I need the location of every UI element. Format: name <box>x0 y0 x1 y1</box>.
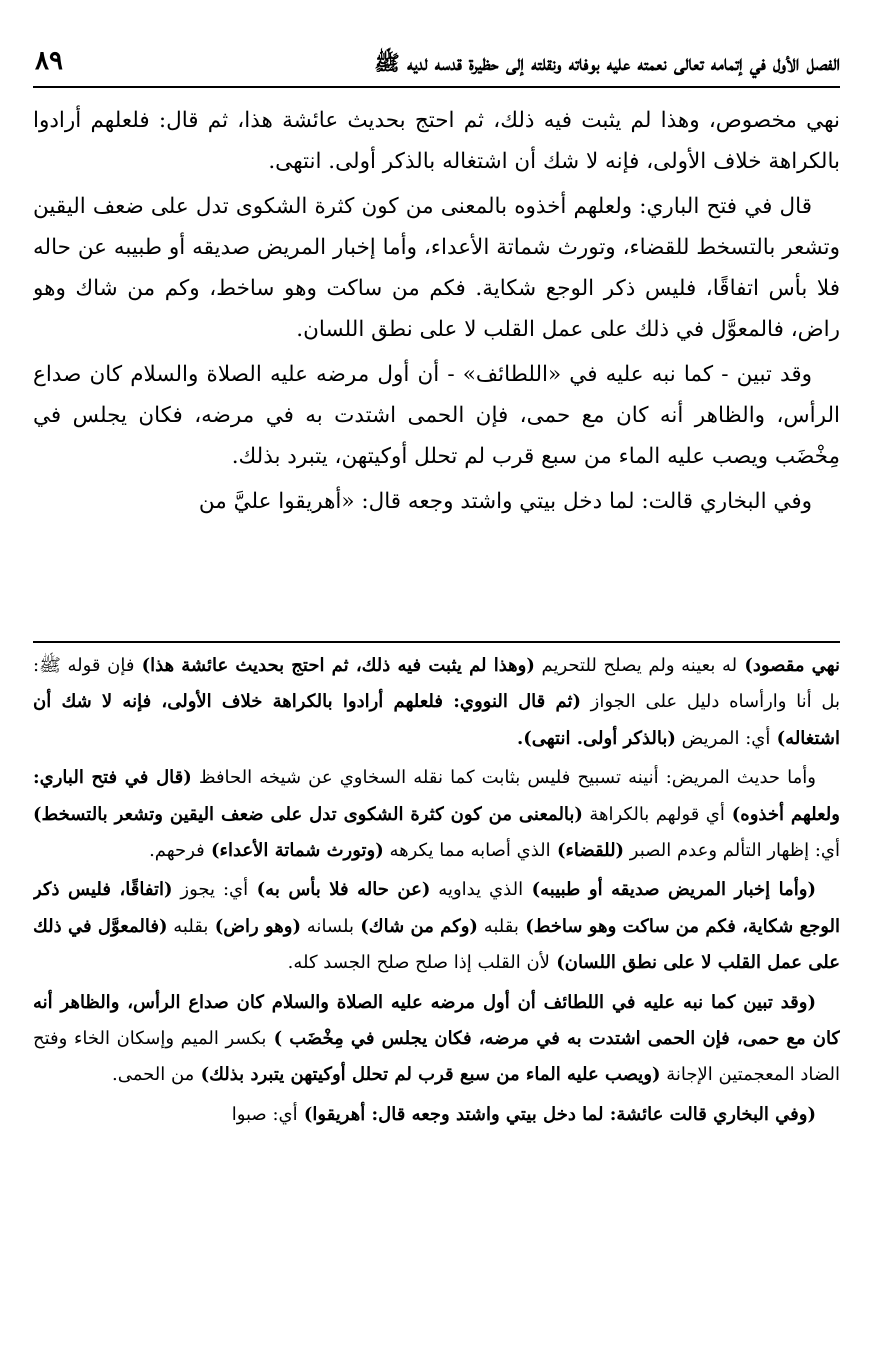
commentary-text: فإن قوله ﷺ: بل أنا وارأساه دليل على الجواز <box>33 655 840 713</box>
quoted-text: (فالمعوَّل في ذلك على عمل القلب لا على نطق اللسان) <box>33 915 840 974</box>
commentary-text: فرحهم. <box>149 840 205 862</box>
commentary-paragraph <box>33 985 840 1094</box>
quoted-text: (بالذكر أولى. انتهى). <box>516 727 676 749</box>
commentary-text: بلسانه <box>301 915 354 937</box>
commentary-paragraph <box>33 760 840 869</box>
quoted-text: (ويصب عليه الماء من سبع قرب لم تحلل أوكيتهن يتبرد بذلك) <box>194 1064 661 1086</box>
main-paragraph-3: وقد تبين - كما نبه عليه في «اللطائف» - أن أول مرضه عليه الصلاة والسلام كان صداع الرأس، والظاهر أنه كان مع حمى، فإن الحمى اشتدت به في مرضه، فكان يجلس في مِخْضَب ويصب عليه الماء من سبع قرب لم تحلل أوكيتهن، يتبرد بذلك. <box>33 362 840 469</box>
commentary-text: أي قولهم بالكراهة <box>582 803 725 825</box>
commentary-text: أي: المريض <box>675 727 771 749</box>
quoted-text: (للقضاء) <box>550 840 625 862</box>
commentary-text: لأن القلب إذا صلح صلح الجسد كله. <box>287 952 550 974</box>
quoted-text: (وتورث شماتة الأعداء) <box>204 840 384 862</box>
quoted-text: (وفي البخاري قالت عائشة: لما دخل بيتي واشتد وجعه قال: أهريقوا) <box>297 1103 816 1125</box>
commentary-text: بقلبه <box>167 915 209 937</box>
main-text <box>33 100 840 635</box>
quoted-text: (وهو راض) <box>208 915 302 937</box>
running-header <box>33 42 840 88</box>
main-paragraph-2: قال في فتح الباري: ولعلهم أخذوه بالمعنى من كون كثرة الشكوى تدل على ضعف اليقين وتشعر بالتسخط للقضاء، وتورث شماتة الأعداء، وأما إخبار المريض صديقه أو طبيبه عن حاله فلا بأس اتفاقًا، فليس ذكر الوجع شكاية. فكم من ساكت وهو ساخط، وكم من شاك وهو راض، فالمعوَّل في ذلك على عمل القلب لا على نطق اللسان. <box>33 194 840 342</box>
quoted-text: (اتفاقًا، فليس ذكر الوجع شكاية، فكم من ساكت وهو ساخط) <box>33 879 840 937</box>
quoted-text: (قال في فتح الباري: ولعلهم أخذوه) <box>33 767 840 825</box>
commentary-text: من الحمى. <box>111 1064 195 1086</box>
quoted-text: (عن حاله فلا بأس به) <box>248 879 431 901</box>
page-number: ٨٩ <box>35 46 63 76</box>
commentary-text: له بعينه ولم يصلح للتحريم <box>534 655 738 676</box>
quoted-text: (وأما إخبار المريض صديقه أو طبيبه) <box>523 879 817 901</box>
commentary-paragraph <box>33 872 840 981</box>
commentary-text: الذي أصابه مما يكرهه <box>383 840 551 862</box>
commentary-paragraph <box>33 648 840 757</box>
commentary-text: بقلبه <box>477 915 519 937</box>
running-title: الفصل الأول في إتمامه تعالى نعمته عليه بوفاته ونقلته إلى حظيرة قدسه لديه ﷺ <box>374 50 840 75</box>
commentary-text: بكسر الميم وإسكان الخاء وفتح الضاد المعجمتين الإجانة <box>33 1028 840 1086</box>
main-paragraph-1: نهي مخصوص، وهذا لم يثبت فيه ذلك، ثم احتج بحديث عائشة هذا، ثم قال: فلعلهم أرادوا بالكراهة خلاف الأولى، فإنه لا شك أن اشتغاله بالذكر أولى. انتهى. <box>33 108 840 174</box>
main-paragraph-4: وفي البخاري قالت: لما دخل بيتي واشتد وجعه قال: «أهريقوا عليَّ من <box>198 489 812 514</box>
separator-rule <box>33 641 840 643</box>
commentary-text: أي: يجوز <box>172 879 249 901</box>
quoted-text: (وهذا لم يثبت فيه ذلك، ثم احتج بحديث عائشة هذا) <box>134 655 535 676</box>
quoted-text: (وقد تبين كما نبه عليه في اللطائف أن أول مرضه عليه الصلاة والسلام كان صداع الرأس، والظاهر أنه كان مع حمى، فإن الحمى اشتدت به في مرضه، فكان يجلس في مِخْضَب ) <box>33 991 840 1050</box>
quoted-text: (ثم قال النووي: فلعلهم أرادوا بالكراهة خلاف الأولى، فإنه لا شك أن اشتغاله) <box>33 691 840 749</box>
commentary-text: الذي يداويه <box>430 879 524 901</box>
quoted-text: (وكم من شاك) <box>353 915 478 937</box>
commentary-text: أي: صبوا <box>231 1103 298 1125</box>
commentary-text: وأما حديث المريض: أنينه تسبيح فليس بثابت كما نقله السخاوي عن شيخه الحافظ <box>191 767 816 789</box>
quoted-text: (بالمعنى من كون كثرة الشكوى تدل على ضعف اليقين وتشعر بالتسخط) <box>33 803 583 825</box>
quoted-text: نهي مقصود) <box>737 655 840 676</box>
commentary-text: أي: إظهار التألم وعدم الصبر <box>624 840 840 862</box>
commentary-paragraph <box>33 1097 840 1133</box>
commentary <box>33 648 840 1348</box>
